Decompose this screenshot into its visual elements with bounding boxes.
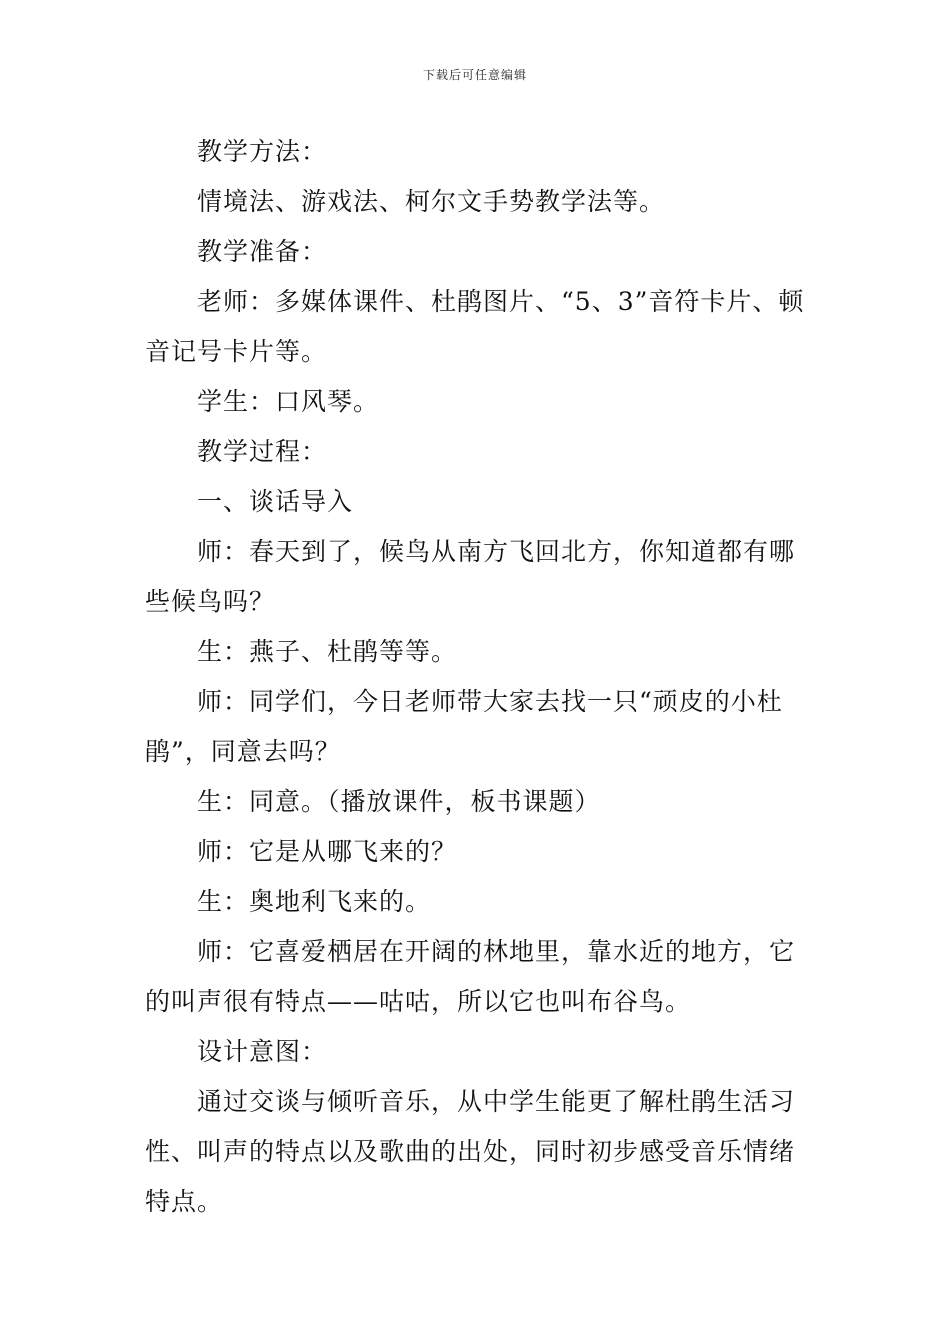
paragraph: 生：同意。（播放课件，板书课题） xyxy=(197,787,601,816)
header-note: 下载后可任意编辑 xyxy=(422,68,527,82)
paragraph: 教学过程： xyxy=(197,437,328,466)
paragraph: 师：同学们，今日老师带大家去找一只“顽皮的小杜鹃”，同意去吗？ xyxy=(145,687,783,766)
paragraph: 师：春天到了，候鸟从南方飞回北方，你知道都有哪些候鸟吗？ xyxy=(145,537,796,616)
paragraph: 情境法、游戏法、柯尔文手势教学法等。 xyxy=(197,187,666,216)
paragraph: 通过交谈与倾听音乐，从中学生能更了解杜鹃生活习性、叫声的特点以及歌曲的出处，同时初步感受音乐情绪特点。 xyxy=(145,1087,796,1216)
paragraph: 老师：多媒体课件、杜鹃图片、“5、3”音符卡片、顿音记号卡片等。 xyxy=(145,287,805,366)
paragraph: 生：燕子、杜鹃等等。 xyxy=(197,637,458,666)
paragraph: 设计意图： xyxy=(197,1037,328,1066)
paragraph: 学生：口风琴。 xyxy=(197,387,380,416)
paragraph: 一、谈话导入 xyxy=(197,487,354,516)
paragraph: 教学方法： xyxy=(197,137,328,166)
paragraph: 生：奥地利飞来的。 xyxy=(197,887,432,916)
paragraph: 师：它是从哪飞来的？ xyxy=(197,837,458,866)
paragraph: 教学准备： xyxy=(197,237,328,266)
document-body xyxy=(145,127,810,1227)
paragraph: 师：它喜爱栖居在开阔的林地里，靠水近的地方，它的叫声很有特点——咕咕，所以它也叫布谷鸟。 xyxy=(145,937,796,1016)
